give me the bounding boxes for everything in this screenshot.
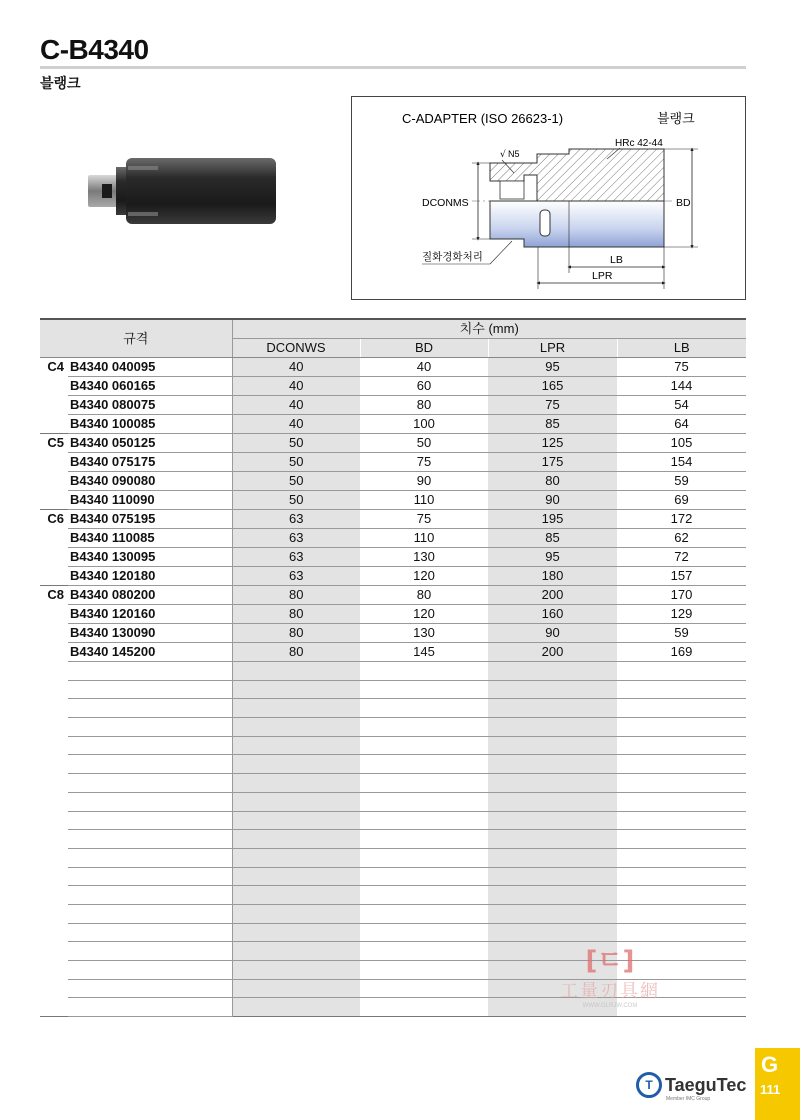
product-code <box>68 998 232 1017</box>
lpr-cell <box>488 718 617 737</box>
lpr-cell <box>488 904 617 923</box>
lpr-cell: 90 <box>488 491 617 510</box>
group-label <box>40 643 68 662</box>
spec-header: 규격 <box>40 319 232 358</box>
brand-logo <box>636 1070 746 1100</box>
product-code: B4340 120160 <box>68 605 232 624</box>
group-label <box>40 848 68 867</box>
table-row <box>40 510 746 529</box>
bd-cell <box>360 923 488 942</box>
dconws-cell <box>232 904 360 923</box>
page-title: C-B4340 <box>40 34 149 65</box>
bd-cell <box>360 998 488 1017</box>
product-code: B4340 075175 <box>68 453 232 472</box>
table-row <box>40 586 746 605</box>
product-code <box>68 942 232 961</box>
empty-table-row <box>40 792 746 811</box>
empty-table-row <box>40 904 746 923</box>
lpr-cell <box>488 699 617 718</box>
group-label <box>40 396 68 415</box>
lb-cell <box>617 662 746 681</box>
dconws-cell: 63 <box>232 567 360 586</box>
dconws-cell: 50 <box>232 453 360 472</box>
section-letter: G <box>761 1052 779 1077</box>
diagram-tag: 블랭크 <box>657 112 695 127</box>
lb-cell: 62 <box>617 529 746 548</box>
dconws-cell <box>232 942 360 961</box>
table-row <box>40 434 746 453</box>
lpr-cell: 200 <box>488 643 617 662</box>
bd-cell <box>360 867 488 886</box>
dconws-cell <box>232 979 360 998</box>
lb-cell <box>617 923 746 942</box>
dimension-header: 치수 (mm) <box>232 319 746 339</box>
bd-cell: 75 <box>360 453 488 472</box>
table-row <box>40 491 746 510</box>
bd-cell: 110 <box>360 491 488 510</box>
bd-cell <box>360 718 488 737</box>
dconws-cell <box>232 755 360 774</box>
lpr-cell: 180 <box>488 567 617 586</box>
group-label <box>40 415 68 434</box>
dconws-cell: 40 <box>232 358 360 377</box>
table-row <box>40 472 746 491</box>
dconws-cell: 80 <box>232 605 360 624</box>
lpr-cell: 95 <box>488 548 617 567</box>
group-label <box>40 662 68 681</box>
lpr-cell: 85 <box>488 415 617 434</box>
group-label <box>40 998 68 1017</box>
lpr-label: LPR <box>592 270 613 282</box>
product-code <box>68 699 232 718</box>
table-row <box>40 643 746 662</box>
dconws-cell: 63 <box>232 510 360 529</box>
table-row <box>40 624 746 643</box>
dconws-cell: 63 <box>232 529 360 548</box>
dconws-cell: 40 <box>232 415 360 434</box>
product-code: B4340 060165 <box>68 377 232 396</box>
lpr-cell <box>488 867 617 886</box>
dconws-cell <box>232 867 360 886</box>
dconws-cell: 40 <box>232 377 360 396</box>
column-header-bd: BD <box>360 339 488 358</box>
group-label <box>40 942 68 961</box>
lb-cell <box>617 886 746 905</box>
group-label <box>40 979 68 998</box>
bd-cell: 50 <box>360 434 488 453</box>
brand-subtitle: Member IMC Group <box>666 1096 711 1102</box>
lb-cell: 172 <box>617 510 746 529</box>
bd-cell <box>360 792 488 811</box>
lpr-cell: 195 <box>488 510 617 529</box>
group-label <box>40 736 68 755</box>
lpr-cell <box>488 923 617 942</box>
empty-table-row <box>40 848 746 867</box>
tool-holder-photo <box>80 140 290 240</box>
bd-cell <box>360 774 488 793</box>
table-row <box>40 548 746 567</box>
bd-cell <box>360 942 488 961</box>
dconws-cell: 80 <box>232 586 360 605</box>
bd-cell: 60 <box>360 377 488 396</box>
product-code: B4340 080200 <box>68 586 232 605</box>
product-code <box>68 755 232 774</box>
technical-diagram <box>351 96 746 300</box>
dconws-cell <box>232 811 360 830</box>
lb-cell <box>617 904 746 923</box>
spec-table <box>40 318 746 1017</box>
product-code <box>68 923 232 942</box>
group-label <box>40 811 68 830</box>
lb-cell <box>617 792 746 811</box>
group-label <box>40 923 68 942</box>
product-code: B4340 100085 <box>68 415 232 434</box>
lb-cell: 72 <box>617 548 746 567</box>
table-row <box>40 529 746 548</box>
dconws-cell <box>232 848 360 867</box>
lpr-cell <box>488 886 617 905</box>
lpr-cell <box>488 792 617 811</box>
diagram-title: C-ADAPTER (ISO 26623-1) <box>402 111 564 126</box>
page-subtitle: 블랭크 <box>40 75 81 91</box>
watermark-text: 工量刃具網 <box>560 981 660 1002</box>
taegutec-logo-icon: T <box>636 1072 662 1098</box>
product-code <box>68 979 232 998</box>
product-code <box>68 792 232 811</box>
watermark-logo: [ㄷ] <box>585 946 635 976</box>
group-label <box>40 774 68 793</box>
lpr-cell <box>488 811 617 830</box>
hardness-label: HRc 42-44 <box>615 138 663 149</box>
lb-cell <box>617 736 746 755</box>
lb-cell: 64 <box>617 415 746 434</box>
brand-name: TaeguTec <box>665 1074 747 1095</box>
empty-table-row <box>40 830 746 849</box>
bd-cell: 75 <box>360 510 488 529</box>
group-label <box>40 961 68 980</box>
group-label <box>40 491 68 510</box>
bd-cell <box>360 904 488 923</box>
lpr-cell <box>488 848 617 867</box>
table-row <box>40 453 746 472</box>
table-row <box>40 396 746 415</box>
dconws-cell: 50 <box>232 491 360 510</box>
group-label <box>40 377 68 396</box>
group-label <box>40 755 68 774</box>
lpr-cell: 125 <box>488 434 617 453</box>
bd-cell <box>360 699 488 718</box>
empty-table-row <box>40 662 746 681</box>
dconws-cell <box>232 718 360 737</box>
title-rule <box>40 66 746 69</box>
column-header-lpr: LPR <box>488 339 617 358</box>
empty-table-row <box>40 718 746 737</box>
product-code: B4340 080075 <box>68 396 232 415</box>
column-header-lb: LB <box>617 339 746 358</box>
table-row <box>40 567 746 586</box>
lpr-cell: 95 <box>488 358 617 377</box>
dconws-cell <box>232 923 360 942</box>
svg-text:√: √ <box>500 150 506 160</box>
bd-cell: 40 <box>360 358 488 377</box>
group-label <box>40 699 68 718</box>
group-label <box>40 624 68 643</box>
product-code <box>68 848 232 867</box>
group-label <box>40 792 68 811</box>
dconws-cell: 63 <box>232 548 360 567</box>
bd-cell <box>360 979 488 998</box>
dconws-cell: 50 <box>232 434 360 453</box>
bd-cell <box>360 848 488 867</box>
product-code: B4340 145200 <box>68 643 232 662</box>
lb-cell: 59 <box>617 624 746 643</box>
empty-table-row <box>40 774 746 793</box>
table-row <box>40 415 746 434</box>
lpr-cell: 80 <box>488 472 617 491</box>
product-code <box>68 830 232 849</box>
group-label <box>40 904 68 923</box>
group-label <box>40 680 68 699</box>
bd-cell: 130 <box>360 548 488 567</box>
dconws-cell <box>232 886 360 905</box>
product-code <box>68 886 232 905</box>
product-code <box>68 774 232 793</box>
page-number: 111 <box>760 1082 781 1097</box>
group-label: C8 <box>40 586 68 605</box>
lb-cell <box>617 755 746 774</box>
bd-label: BD <box>676 197 691 209</box>
product-code <box>68 811 232 830</box>
group-label: C6 <box>40 510 68 529</box>
lpr-cell: 90 <box>488 624 617 643</box>
lpr-cell: 175 <box>488 453 617 472</box>
dconws-cell <box>232 774 360 793</box>
product-code <box>68 961 232 980</box>
product-code: B4340 090080 <box>68 472 232 491</box>
empty-table-row <box>40 699 746 718</box>
bd-cell: 80 <box>360 586 488 605</box>
lpr-cell <box>488 680 617 699</box>
bd-cell: 145 <box>360 643 488 662</box>
group-label: C4 <box>47 359 64 375</box>
product-code <box>68 736 232 755</box>
watermark-url: WWW.GLRJW.COM <box>582 1003 638 1009</box>
lb-cell: 54 <box>617 396 746 415</box>
empty-table-row <box>40 886 746 905</box>
bd-cell: 100 <box>360 415 488 434</box>
bd-cell <box>360 736 488 755</box>
product-code <box>68 680 232 699</box>
bd-cell <box>360 830 488 849</box>
dconws-cell <box>232 792 360 811</box>
dconws-cell <box>232 662 360 681</box>
lb-cell: 129 <box>617 605 746 624</box>
bd-cell: 90 <box>360 472 488 491</box>
product-code: B4340 110085 <box>68 529 232 548</box>
section-tab <box>755 1048 800 1120</box>
lb-cell: 157 <box>617 567 746 586</box>
dconms-label: DCONMS <box>422 197 469 209</box>
lb-cell <box>617 811 746 830</box>
lb-cell: 75 <box>617 358 746 377</box>
dconws-cell <box>232 736 360 755</box>
product-code: B4340 040095 <box>68 358 232 377</box>
product-code <box>68 718 232 737</box>
table-row <box>40 377 746 396</box>
bd-cell: 120 <box>360 605 488 624</box>
product-code: B4340 050125 <box>68 434 232 453</box>
empty-table-row <box>40 867 746 886</box>
dconws-cell: 80 <box>232 624 360 643</box>
group-label <box>40 567 68 586</box>
lb-cell: 59 <box>617 472 746 491</box>
group-label <box>40 886 68 905</box>
empty-table-row <box>40 811 746 830</box>
bd-cell <box>360 662 488 681</box>
group-label <box>40 472 68 491</box>
bd-cell <box>360 886 488 905</box>
dconws-cell: 80 <box>232 643 360 662</box>
empty-table-row <box>40 736 746 755</box>
product-code: B4340 130090 <box>68 624 232 643</box>
dconws-cell <box>232 961 360 980</box>
lpr-cell <box>488 736 617 755</box>
table-row <box>40 605 746 624</box>
column-header-dconws: DCONWS <box>232 339 360 358</box>
dconws-cell <box>232 830 360 849</box>
lb-cell: 144 <box>617 377 746 396</box>
lb-cell: 170 <box>617 586 746 605</box>
dconws-cell: 50 <box>232 472 360 491</box>
product-code: B4340 110090 <box>68 491 232 510</box>
dconws-cell <box>232 699 360 718</box>
bd-cell: 110 <box>360 529 488 548</box>
product-code <box>68 904 232 923</box>
product-code <box>68 662 232 681</box>
lb-cell <box>617 867 746 886</box>
lb-cell <box>617 718 746 737</box>
group-label <box>40 529 68 548</box>
bd-cell: 80 <box>360 396 488 415</box>
bd-cell <box>360 755 488 774</box>
bd-cell <box>360 680 488 699</box>
lb-label: LB <box>610 254 623 266</box>
lb-cell <box>617 830 746 849</box>
surface-finish-label: N5 <box>508 149 520 159</box>
product-code: B4340 120180 <box>68 567 232 586</box>
lb-cell: 154 <box>617 453 746 472</box>
bd-cell: 130 <box>360 624 488 643</box>
empty-table-row <box>40 680 746 699</box>
group-label: C5 <box>40 434 68 453</box>
watermark <box>540 940 680 1020</box>
lb-cell <box>617 680 746 699</box>
dconws-cell <box>232 680 360 699</box>
bd-cell <box>360 961 488 980</box>
group-label <box>40 453 68 472</box>
lpr-cell: 85 <box>488 529 617 548</box>
lpr-cell: 160 <box>488 605 617 624</box>
group-label <box>40 548 68 567</box>
group-label <box>40 830 68 849</box>
lpr-cell <box>488 755 617 774</box>
lb-cell <box>617 699 746 718</box>
lpr-cell: 200 <box>488 586 617 605</box>
lpr-cell: 75 <box>488 396 617 415</box>
group-label <box>40 718 68 737</box>
dconws-cell <box>232 998 360 1017</box>
product-code: B4340 130095 <box>68 548 232 567</box>
treatment-label: 질화경화처리 <box>422 251 483 263</box>
group-label <box>40 605 68 624</box>
lpr-cell <box>488 830 617 849</box>
bd-cell: 120 <box>360 567 488 586</box>
lpr-cell <box>488 662 617 681</box>
lb-cell <box>617 848 746 867</box>
table-row <box>40 358 746 377</box>
lb-cell: 69 <box>617 491 746 510</box>
product-code <box>68 867 232 886</box>
lb-cell <box>617 774 746 793</box>
empty-table-row <box>40 755 746 774</box>
lpr-cell: 165 <box>488 377 617 396</box>
lb-cell: 105 <box>617 434 746 453</box>
bd-cell <box>360 811 488 830</box>
empty-table-row <box>40 923 746 942</box>
group-label <box>40 867 68 886</box>
product-code: B4340 075195 <box>68 510 232 529</box>
lb-cell: 169 <box>617 643 746 662</box>
lpr-cell <box>488 774 617 793</box>
dconws-cell: 40 <box>232 396 360 415</box>
